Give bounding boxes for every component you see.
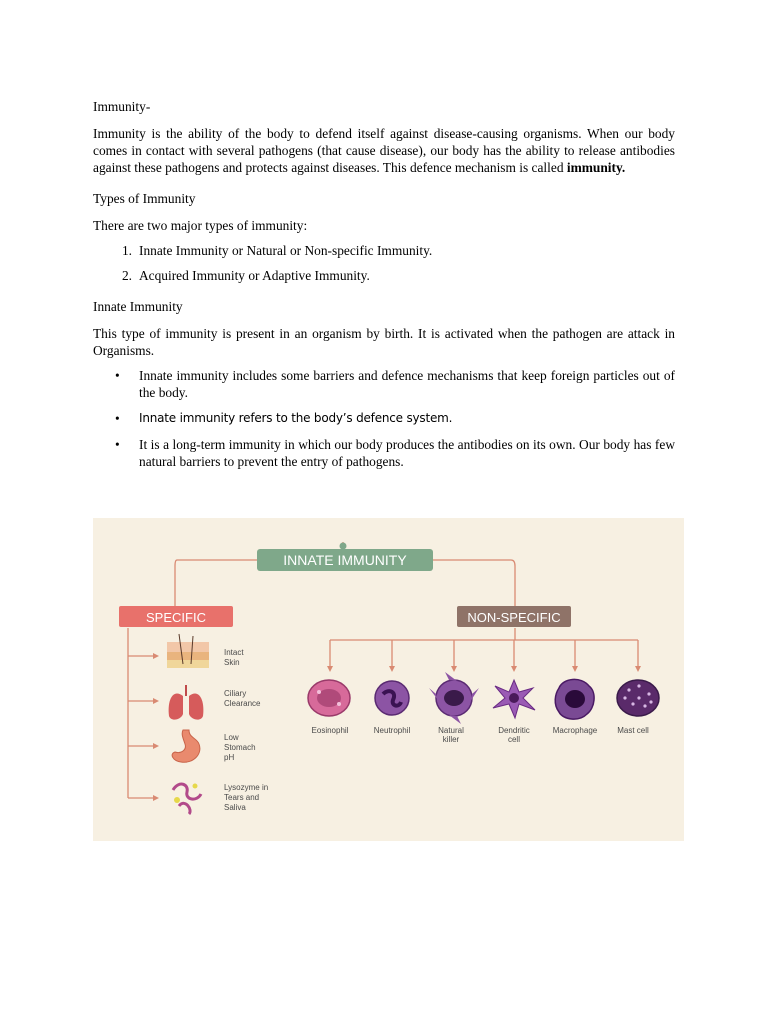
document-body — [93, 98, 675, 479]
bullet-text: Innate immunity includes some barriers and defence mechanisms that keep foreign particles out of the body. — [139, 368, 675, 400]
bullet-text: It is a long-term immunity in which our body produces the antibodies on its own. Our body has few natural barriers to prevent the entry of pathogens. — [139, 437, 675, 469]
diagram-title: INNATE IMMUNITY — [283, 552, 407, 568]
specific-item-label: Ciliary Clearance — [224, 689, 261, 708]
cell-label: Dendritic cell — [498, 726, 530, 744]
types-intro: There are two major types of immunity: — [93, 218, 308, 233]
innate-immunity-diagram — [93, 518, 684, 841]
list-item — [93, 242, 675, 259]
bullet-icon: • — [115, 437, 120, 452]
list-item — [93, 367, 675, 401]
dendritic-cell-icon — [493, 680, 535, 718]
stomach-icon — [172, 730, 200, 762]
cell-label: Macrophage — [552, 726, 598, 735]
list-item — [93, 267, 675, 284]
cell-label: Eosinophil — [311, 726, 349, 735]
list-item — [93, 436, 675, 470]
specific-item-labels — [224, 648, 268, 812]
specific-item-label: Low Stomach pH — [224, 733, 256, 762]
cell-label: Mast cell — [617, 726, 649, 735]
intro-text: Immunity is the ability of the body to defend itself against disease-causing organisms. When our body comes in contact with several pathogens (that cause disease), our body has the ability to release antibodies against these pathogens and protects against diseases. This defence mechanism is called — [93, 126, 675, 175]
specific-item-label: Lysozyme in Tears and Saliva — [224, 783, 269, 812]
diagram-connectors — [128, 542, 638, 798]
types-heading: Types of Immunity — [93, 191, 196, 206]
specific-item-label: Intact Skin — [224, 648, 244, 667]
intro-paragraph — [93, 125, 675, 176]
macrophage-icon — [555, 679, 594, 719]
lungs-icon — [169, 685, 204, 720]
types-list — [93, 242, 675, 284]
innate-bullets — [93, 367, 675, 470]
cell-label: Natural killer — [438, 726, 464, 744]
bullet-text: Innate immunity refers to the body’s defence system. — [139, 411, 453, 425]
list-text: Acquired Immunity or Adaptive Immunity. — [139, 268, 370, 283]
nonspecific-label: NON-SPECIFIC — [467, 610, 561, 625]
list-text: Innate Immunity or Natural or Non-specific Immunity. — [139, 243, 433, 258]
list-number: 1. — [121, 243, 132, 258]
bullet-icon: • — [115, 368, 120, 383]
skin-icon — [167, 634, 209, 668]
diagram-canvas — [93, 518, 684, 841]
innate-paragraph: This type of immunity is present in an organism by birth. It is activated when the pathogen are attack in Organisms. — [93, 326, 675, 358]
eosinophil-icon — [308, 680, 350, 716]
lysozyme-icon — [173, 784, 201, 815]
document-title: Immunity- — [93, 99, 151, 114]
list-number: 2. — [121, 268, 132, 283]
bullet-icon: • — [115, 411, 120, 426]
title-knob — [340, 543, 347, 550]
neutrophil-icon — [375, 681, 409, 715]
mast-cell-icon — [617, 680, 659, 716]
cell-labels — [312, 726, 649, 744]
intro-bold-term: immunity. — [566, 160, 626, 175]
cell-label: Neutrophil — [373, 726, 411, 735]
list-item — [93, 410, 675, 427]
natural-killer-icon — [429, 672, 479, 724]
innate-heading: Innate Immunity — [93, 299, 183, 314]
specific-label: SPECIFIC — [146, 610, 206, 625]
